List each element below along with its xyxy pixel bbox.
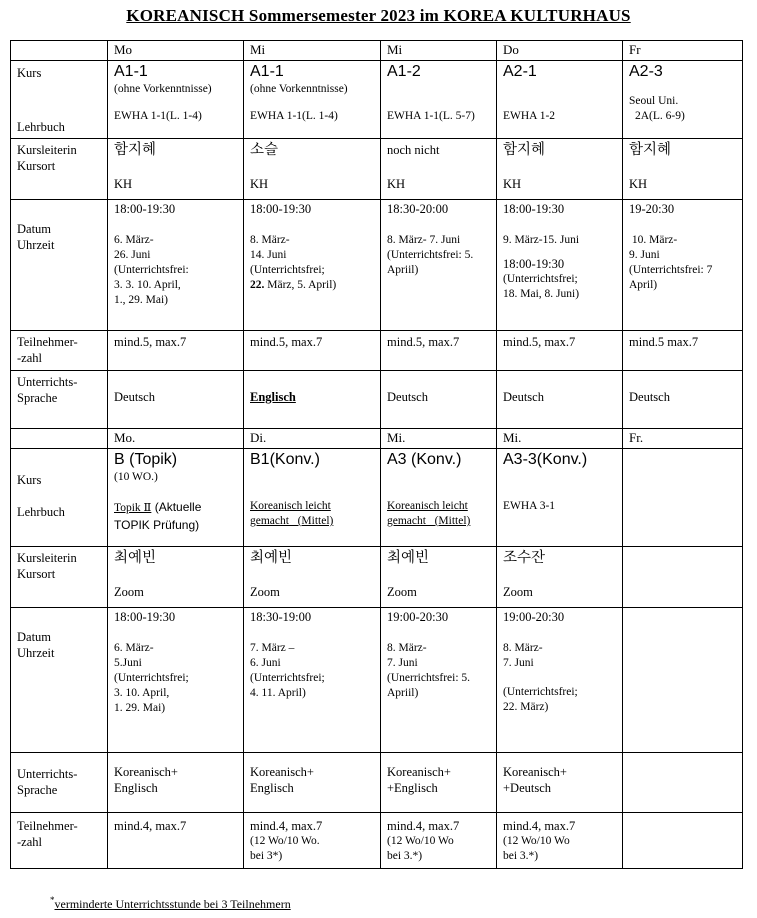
language: Koreanisch+ [503,765,567,779]
row-label [11,200,108,331]
teacher-cell [497,547,623,608]
language: Deutsch [503,390,544,404]
participants-note: bei 3.*) [503,850,539,862]
participants: mind.5 max.7 [629,335,699,349]
time: 18:30-19:00 [250,610,312,624]
language-row [11,371,743,429]
schedule-table [10,40,743,869]
textbook: Seoul Uni. [629,95,679,107]
label-uhrzeit: Uhrzeit [17,646,55,660]
time: 18:00-19:30 [114,610,176,624]
label-kursleiterin: Kursleiterin [17,551,77,565]
date-cell [381,608,497,753]
day-header-row [11,41,743,61]
date-rest: März, 5. April) [264,279,337,291]
label-kursort: Kursort [17,159,56,173]
participants-note: bei 3*) [250,850,283,862]
day-header: Fr. [623,429,743,449]
course-cell [244,449,381,547]
course-cell [381,449,497,547]
teacher-row [11,547,743,608]
course-cell [108,61,244,139]
row-label [11,139,108,200]
time: 19-20:30 [629,202,675,216]
date-line: 5.Juni [114,657,142,669]
empty-cell [623,813,743,869]
label-kurs: Kurs [17,473,42,487]
day-header: Do [497,41,623,61]
textbook-rest: TOPIK Prüfung) [114,518,200,532]
participants-cell [244,331,381,371]
teacher-row [11,139,743,200]
label-lehrbuch: Lehrbuch [17,120,65,134]
date-line: 3. 3. 10. April, [114,279,181,291]
row-label [11,608,108,753]
date-line: 1., 29. Mai) [114,294,168,306]
date-line: (Unterrichtsfrei: 5. [387,249,474,261]
label-sprache: Sprache [17,391,58,405]
teacher-name: 소슬 [250,142,279,158]
language: Koreanisch+ [114,765,178,779]
participants: mind.5, max.7 [387,335,460,349]
participants-row [11,331,743,371]
date-line: 8. März- [387,642,427,654]
course-note: (ohne Vorkenntnisse) [114,83,212,95]
language: Koreanisch+ [387,765,451,779]
participants-cell [244,813,381,869]
language: Deutsch [387,390,428,404]
date-line: Apriil) [387,264,419,276]
date-line: 7. Juni [503,657,534,669]
participants: mind.4, max.7 [250,819,323,833]
course-cell [497,61,623,139]
textbook [114,499,238,516]
teacher-cell [108,547,244,608]
date-line [250,278,375,293]
empty-cell [623,608,743,753]
teacher-name: 조수잔 [503,550,546,566]
date-line: 10. März- [629,234,678,246]
date-line: 22. März) [503,701,549,713]
course-cell [497,449,623,547]
participants: mind.4, max.7 [387,819,460,833]
language-cell [497,371,623,429]
day-header: Mi [381,41,497,61]
empty-cell [623,547,743,608]
teacher-name: 함지혜 [629,142,672,158]
label-kursort: Kursort [17,567,56,581]
label-unterrichts: Unterrichts- [17,767,78,781]
time: 18:00-19:30 [503,202,565,216]
date-line: 6. März- [114,642,154,654]
date-line: 6. März- [114,234,154,246]
textbook: Koreanisch leicht [387,500,468,512]
label-datum: Datum [17,630,52,644]
course-cell [108,449,244,547]
language-cell [108,371,244,429]
teacher-name: 함지혜 [114,142,157,158]
date-cell [244,200,381,331]
location: Zoom [387,585,417,599]
course-name: A3-3(Konv.) [503,451,588,468]
date-line: 9. Juni [629,249,660,261]
course-name: A1-1 [114,63,148,80]
date-line: 8. März- [250,234,290,246]
row-label [11,449,108,547]
course-name: A1-1 [250,63,284,80]
language: Englisch [250,390,296,404]
course-cell [381,61,497,139]
course-note: (10 WO.) [114,471,158,483]
label-teilnehmer: Teilnehmer- [17,819,78,833]
location: KH [387,177,406,191]
date-line: (Unterrichtsfrei; [250,264,325,276]
date-line: 3. 10. April, [114,687,170,699]
date-line: 7. Juni [387,657,418,669]
date-cell [381,200,497,331]
participants-cell [623,331,743,371]
participants-note: bei 3.*) [387,850,423,862]
participants: mind.5, max.7 [503,335,576,349]
date-cell [497,200,623,331]
label-sprache: Sprache [17,783,58,797]
date-line: (Unterrichtsfrei: [114,264,189,276]
label-zahl: -zahl [17,351,42,365]
textbook: EWHA 1-1(L. 1-4) [250,110,338,122]
textbook: EWHA 1-1(L. 1-4) [114,110,202,122]
location: KH [503,177,522,191]
date-line: (Unterrichtsfrei; [503,686,578,698]
course-row [11,449,743,547]
corner-cell [11,41,108,61]
language: Deutsch [629,390,670,404]
date-line: (Unterrichtsfrei; [250,672,325,684]
day-header: Fr [623,41,743,61]
day-header: Mo [108,41,244,61]
day-header: Mi. [381,429,497,449]
language-cell [244,371,381,429]
date-row [11,200,743,331]
language-row [11,753,743,813]
participants-row [11,813,743,869]
time: 18:00-19:30 [250,202,312,216]
language-cell [244,753,381,813]
date-line: (Unerrichtsfrei: 5. [387,672,471,684]
empty-cell [623,753,743,813]
row-label [11,61,108,139]
corner-cell [11,429,108,449]
participants-note: (12 Wo/10 Wo [503,835,570,847]
date-line: (Unterrichtsfrei: 7 [629,264,713,276]
location: KH [250,177,269,191]
date-line: Apriil) [387,687,419,699]
course-name: A1-2 [387,63,421,80]
page-title: KOREANISCH Sommersemester 2023 im KOREA KULTURHAUS [126,6,631,25]
language: Koreanisch+ [250,765,314,779]
course-name: A3 (Konv.) [387,451,462,468]
footnote [50,895,291,912]
row-label [11,547,108,608]
teacher-cell [623,139,743,200]
language-cell [497,753,623,813]
date-bold: 22. [250,279,265,291]
row-label [11,371,108,429]
date-line: 9. März-15. Juni [503,234,580,246]
participants-note: (12 Wo/10 Wo [387,835,454,847]
date-line: 7. März – [250,642,295,654]
date-cell [108,200,244,331]
time: 18:00-19:30 [503,257,565,271]
date-line: 4. 11. April) [250,687,306,699]
time: 18:30-20:00 [387,202,449,216]
textbook: 2A(L. 6-9) [635,110,685,122]
date-line: April) [629,279,658,291]
teacher-cell [381,139,497,200]
time: 18:00-19:30 [114,202,176,216]
participants: mind.5, max.7 [114,335,187,349]
teacher-cell [497,139,623,200]
footnote-star: * [50,895,55,905]
day-header: Mo. [108,429,244,449]
label-zahl: -zahl [17,835,42,849]
date-line: 14. Juni [250,249,287,261]
date-cell [497,608,623,753]
language: +Englisch [387,781,438,795]
course-name: A2-3 [629,63,663,80]
empty-cell [623,449,743,547]
teacher-cell [108,139,244,200]
teacher-name: 함지혜 [503,142,546,158]
day-header: Di. [244,429,381,449]
teacher-cell [244,547,381,608]
teacher-name: 최예빈 [387,550,430,566]
course-note: (ohne Vorkenntnisse) [250,83,348,95]
language-cell [381,753,497,813]
date-line: 18. Mai, 8. Juni) [503,288,580,300]
label-datum: Datum [17,222,52,236]
row-label [11,753,108,813]
teacher-name: 최예빈 [114,550,157,566]
date-cell [623,200,743,331]
date-row [11,608,743,753]
course-cell [623,61,743,139]
location: Zoom [250,585,280,599]
footnote-text: verminderte Unterrichtsstunde bei 3 Teilnehmern [54,897,291,911]
date-line: 1. 29. Mai) [114,702,166,714]
teacher-name: 최예빈 [250,550,293,566]
date-line: 6. Juni [250,657,281,669]
date-cell [108,608,244,753]
date-line: (Unterrichtsfrei; [503,273,578,285]
textbook: EWHA 1-1(L. 5-7) [387,110,475,122]
language-cell [623,371,743,429]
day-header: Mi. [497,429,623,449]
course-name: B (Topik) [114,451,178,468]
participants-cell [108,331,244,371]
textbook-topik: Topik Ⅱ [114,502,152,514]
participants-cell [497,813,623,869]
date-line: 8. März- 7. Juni [387,234,461,246]
textbook: gemacht (Mittel) [250,515,334,527]
language: +Deutsch [503,781,552,795]
course-cell [244,61,381,139]
label-lehrbuch: Lehrbuch [17,505,65,519]
location: Zoom [114,585,144,599]
label-kursleiterin: Kursleiterin [17,143,77,157]
teacher-cell [381,547,497,608]
course-name: B1(Konv.) [250,451,320,468]
language-cell [381,371,497,429]
row-label [11,813,108,869]
participants: mind.5, max.7 [250,335,323,349]
participants-cell [381,813,497,869]
date-cell [244,608,381,753]
textbook: Koreanisch leicht [250,500,331,512]
location: Zoom [503,585,533,599]
location: KH [629,177,648,191]
day-header-row [11,429,743,449]
language: Englisch [114,781,158,795]
participants-cell [108,813,244,869]
participants-note: (12 Wo/10 Wo. [250,835,320,847]
participants: mind.4, max.7 [503,819,576,833]
location: KH [114,177,133,191]
textbook-rest: (Aktuelle [151,500,202,514]
teacher-cell [244,139,381,200]
textbook: EWHA 3-1 [503,500,556,512]
label-kurs: Kurs [17,66,42,80]
label-teilnehmer: Teilnehmer- [17,335,78,349]
label-uhrzeit: Uhrzeit [17,238,55,252]
course-name: A2-1 [503,63,537,80]
time: 19:00-20:30 [503,610,565,624]
row-label [11,331,108,371]
language-cell [108,753,244,813]
participants-cell [497,331,623,371]
day-header: Mi [244,41,381,61]
language: Englisch [250,781,294,795]
language: Deutsch [114,390,155,404]
course-row [11,61,743,139]
time: 19:00-20:30 [387,610,449,624]
date-line: 8. März- [503,642,543,654]
label-unterrichts: Unterrichts- [17,375,78,389]
date-line: 26. Juni [114,249,151,261]
textbook: gemacht (Mittel) [387,515,471,527]
teacher-name: noch nicht [387,143,440,157]
textbook: EWHA 1-2 [503,110,556,122]
participants: mind.4, max.7 [114,819,187,833]
participants-cell [381,331,497,371]
date-line: (Unterrichtsfrei; [114,672,189,684]
